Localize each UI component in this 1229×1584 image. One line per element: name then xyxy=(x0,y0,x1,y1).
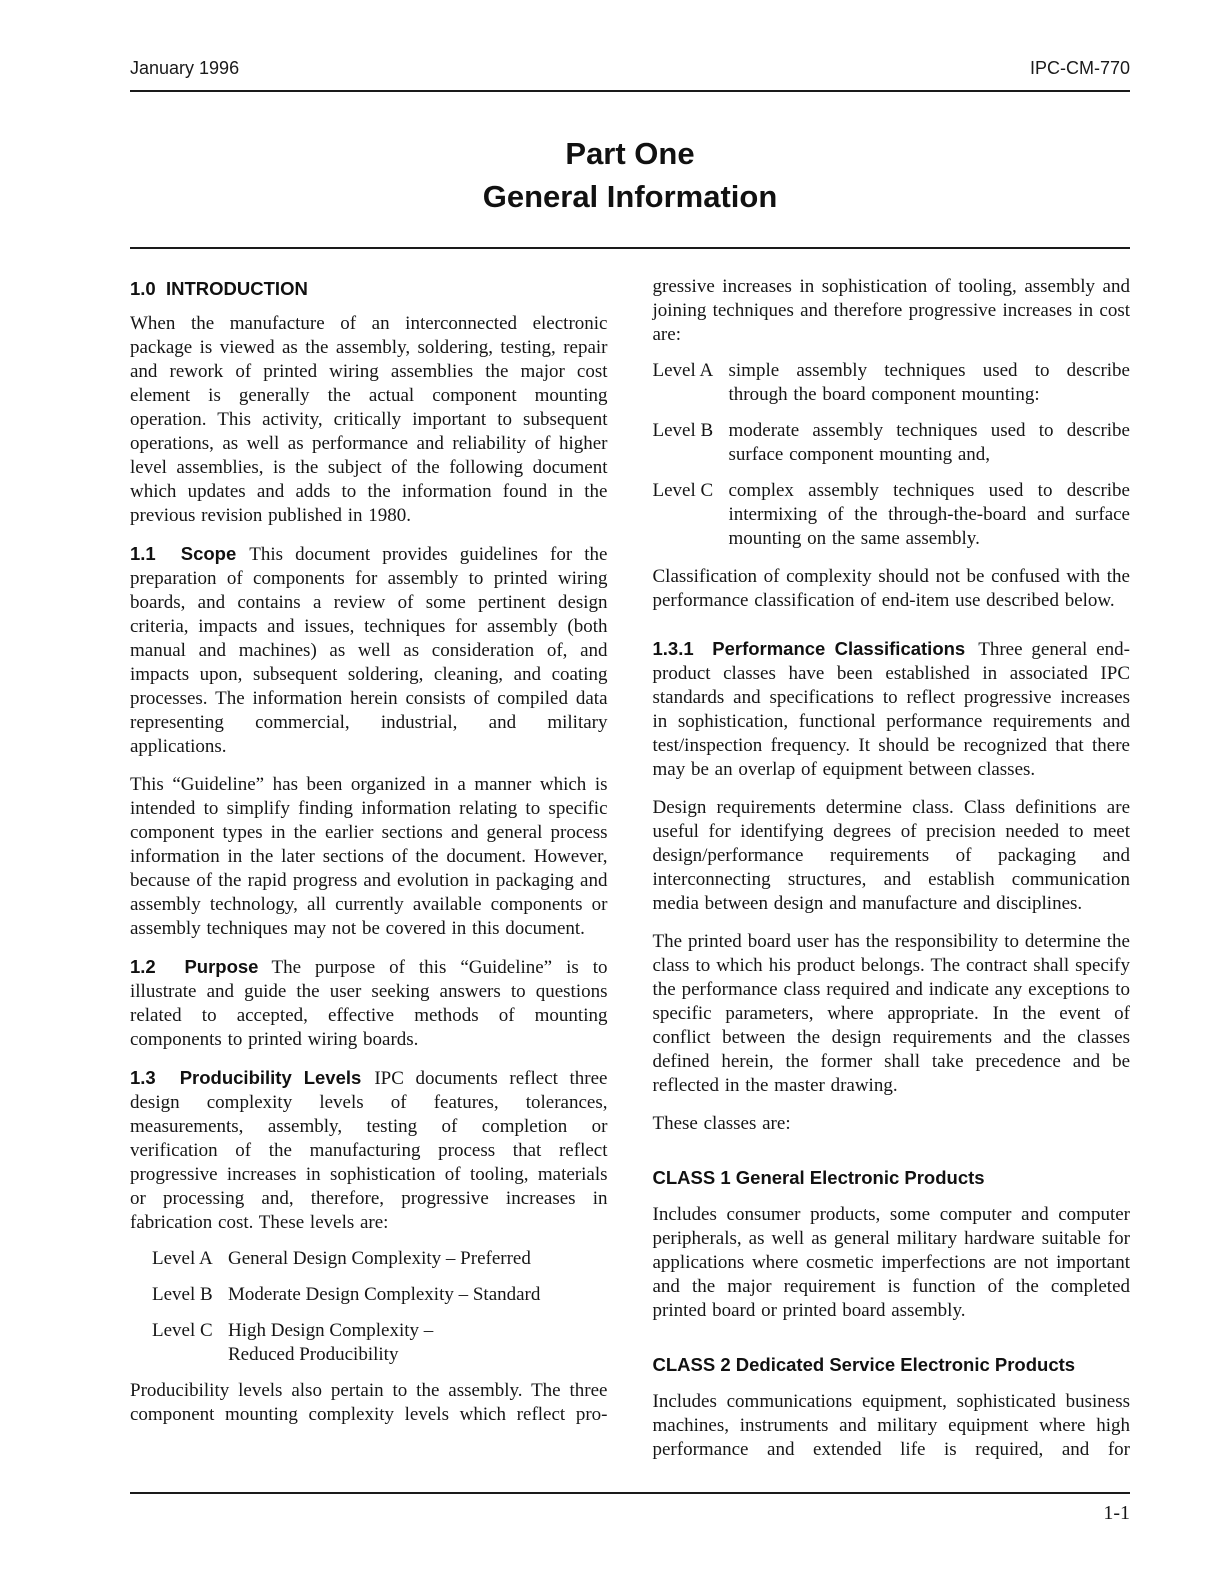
intro-paragraph: When the manufacture of an interconnected electronic package is viewed as the assembly, soldering, testing, repair and rework of printed wiring assemblies the major cost element is generally the actual component mounting operation. This activity, critically important to subsequent operations, as well as performance and reliability of higher level assemblies, is the subject of the following document which updates and adds to the information found in the previous revision published in 1980. xyxy=(130,312,608,526)
assembly-level-a-text: simple assembly techniques used to describe through the board component mounting: xyxy=(728,359,1130,405)
header-date: January 1996 xyxy=(130,58,240,78)
assembly-level-a xyxy=(653,359,1131,407)
document-title xyxy=(130,132,1130,219)
assembly-level-b xyxy=(653,419,1131,467)
footer-rule xyxy=(130,1492,1130,1494)
title-rule xyxy=(130,247,1130,249)
level-b-text: Moderate Design Complexity – Standard xyxy=(228,1283,541,1305)
assembly-level-a-label: Level A xyxy=(652,359,714,381)
producibility-level-a xyxy=(130,1247,608,1271)
these-classes-paragraph: These classes are: xyxy=(652,1112,791,1134)
section-1-1-body: This document provides guidelines for the preparation of components for assembly to printed wiring boards, and contains a review of some pertinent design criteria, impacts and issues, techniques for assembly (both manual and machines) as well as consideration of, and impacts upon, subsequent soldering, cleaning, and coating processes. The information herein consists of compiled data representing commercial, industrial, and military applications. xyxy=(130,543,608,757)
page-number: 1-1 xyxy=(1103,1502,1130,1524)
document-title-line1: Part One xyxy=(565,136,695,171)
guideline-paragraph: This “Guideline” has been organized in a manner which is intended to simplify finding information relating to specific component types in the earlier sections and general process information in the later sections of the document. However, because of the rapid progress and evolution in packaging and assembly technology, all currently available components or assembly techniques may not be covered in this document. xyxy=(130,773,608,939)
page-footer xyxy=(130,1492,1130,1525)
class-1-paragraph: Includes consumer products, some computer and computer peripherals, as well as general military hardware suitable for applications where cosmetic imperfections are not important and the major requirement is function of the completed printed board or printed board assembly. xyxy=(652,1203,1130,1321)
section-1-3-1-body: Three general end-product classes have been established in associated IPC standards and specifications to reflect progressive increases in sophistication, functional performance requirements and test/inspection frequency. It should be recognized that there may be an overlap of equipment between classes. xyxy=(652,638,1130,780)
right-column xyxy=(653,275,1131,1511)
producibility-level-c xyxy=(130,1319,608,1367)
class-2-paragraph: Includes communications equipment, sophisticated business machines, instruments and military equipment where high performance and extended life is required, and for xyxy=(652,1390,1130,1460)
section-1-2 xyxy=(130,955,608,1052)
section-1-3 xyxy=(130,1066,608,1235)
assembly-level-b-text: moderate assembly techniques used to describe surface component mounting and, xyxy=(728,419,1130,465)
section-heading-1-0: 1.0 INTRODUCTION xyxy=(130,277,308,299)
two-column-body xyxy=(130,275,1130,1511)
section-1-1 xyxy=(130,542,608,759)
section-1-3-body: IPC documents reflect three design complexity levels of features, tolerances, measurements, assembly, testing of completion or verification of the manufacturing process that reflect progressive increases in sophistication of tooling, materials or processing and, therefore, progressive increases in fabrication cost. These levels are: xyxy=(130,1067,608,1233)
section-heading-1-2: 1.2 Purpose xyxy=(130,955,259,977)
assembly-level-c xyxy=(653,479,1131,551)
level-a-text: General Design Complexity – Preferred xyxy=(228,1247,531,1269)
continuation-paragraph: gressive increases in sophistication of tooling, assembly and joining techniques and therefore progressive increases in cost are: xyxy=(652,275,1130,345)
level-b-label: Level B xyxy=(152,1283,213,1305)
assembly-level-b-label: Level B xyxy=(652,419,714,441)
section-heading-1-3: 1.3 Producibility Levels xyxy=(130,1066,362,1088)
class-2-heading: CLASS 2 Dedicated Service Electronic Products xyxy=(652,1353,1076,1375)
assembly-level-c-label: Level C xyxy=(652,479,714,501)
assembly-level-c-text: complex assembly techniques used to describe intermixing of the through-the-board and surface mounting on the same assembly. xyxy=(728,479,1130,549)
design-requirements-paragraph: Design requirements determine class. Class definitions are useful for identifying degrees of precision needed to meet design/performance requirements of packaging and interconnecting structures, and establish communication media between design and manufacture and disciplines. xyxy=(652,796,1130,914)
class-1-heading: CLASS 1 General Electronic Products xyxy=(652,1166,985,1188)
section-heading-1-3-1: 1.3.1 Performance Classifications xyxy=(652,637,966,659)
header-rule xyxy=(130,90,1130,92)
level-a-label: Level A xyxy=(152,1247,213,1269)
level-c-label: Level C xyxy=(152,1319,213,1341)
document-title-line2: General Information xyxy=(482,179,778,215)
producibility-paragraph: Producibility levels also pertain to the assembly. The three component mounting complexity levels which reflect pro- xyxy=(130,1379,608,1425)
producibility-level-b xyxy=(130,1283,608,1307)
level-c-text: High Design Complexity – Reduced Producibility xyxy=(228,1319,434,1365)
page-header xyxy=(130,58,1130,79)
section-1-3-1 xyxy=(653,637,1131,782)
left-column xyxy=(130,275,608,1511)
section-heading-1-1: 1.1 Scope xyxy=(130,542,237,564)
header-doc-id: IPC-CM-770 xyxy=(1029,58,1130,78)
board-user-paragraph: The printed board user has the responsibility to determine the class to which his product belongs. The contract shall specify the performance class required and indicate any exceptions to specific parameters, where appropriate. In the event of conflict between the design requirements and the classes defined herein, the former shall take precedence and be reflected in the master drawing. xyxy=(652,930,1130,1096)
section-1-2-body: The purpose of this “Guideline” is to illustrate and guide the user seeking answers to questions related to accepted, effective methods of mounting components to printed wiring boards. xyxy=(130,956,608,1050)
classification-paragraph: Classification of complexity should not be confused with the performance classification of end-item use described below. xyxy=(652,565,1130,611)
